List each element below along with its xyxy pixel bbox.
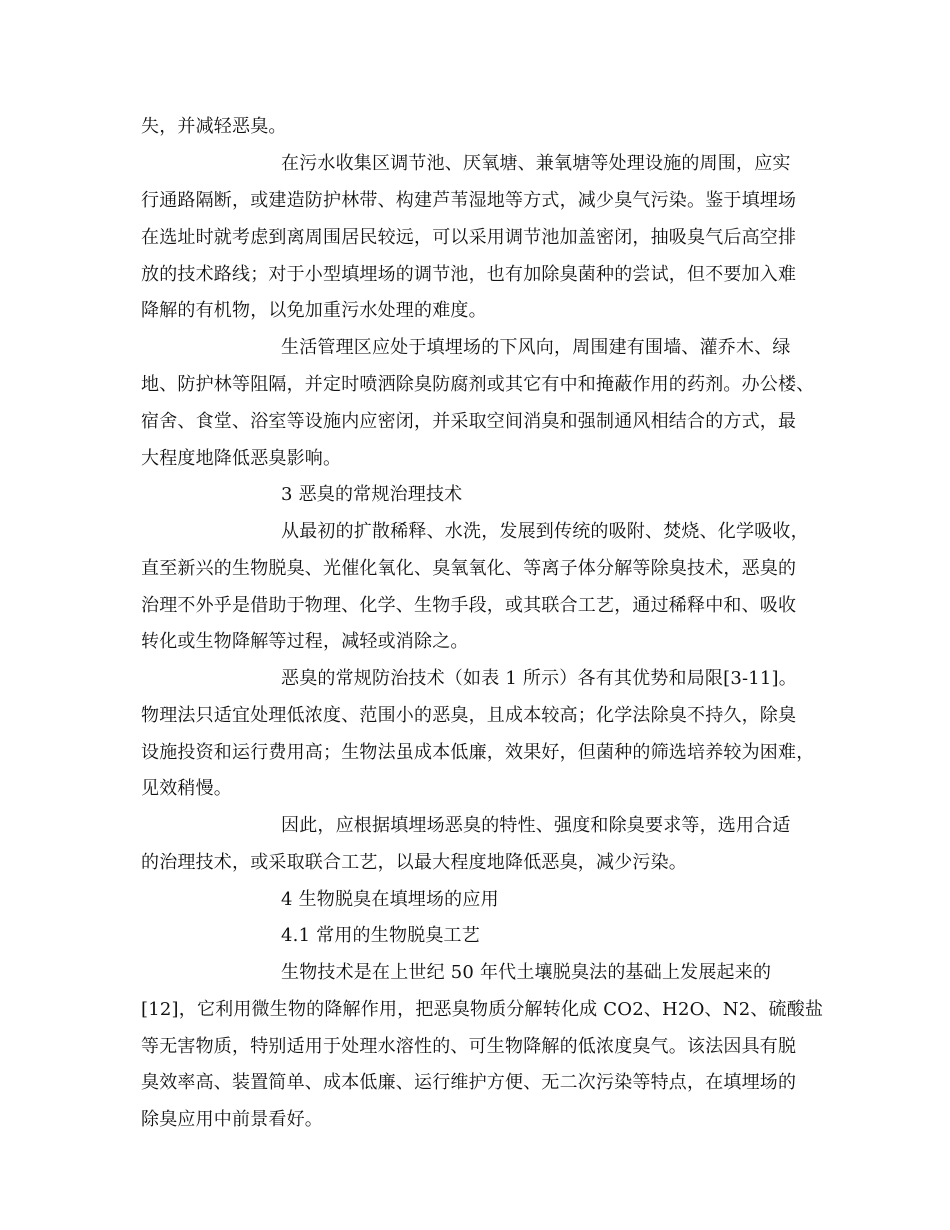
- paragraph-line: 物理法只适宜处理低浓度、范围小的恶臭，且成本较高；化学法除臭不持久，除臭: [141, 705, 797, 726]
- paragraph-line: 失，并减轻恶臭。: [141, 116, 287, 137]
- paragraph-line: 因此，应根据填埋场恶臭的特性、强度和除臭要求等，选用合适: [281, 815, 791, 836]
- paragraph-line: [12]，它利用微生物的降解作用，把恶臭物质分解转化成 CO2、H2O、N2、硫酸盐: [141, 999, 824, 1020]
- paragraph-line: 直至新兴的生物脱臭、光催化氧化、臭氧氧化、等离子体分解等除臭技术，恶臭的: [141, 558, 797, 579]
- paragraph-line: 在污水收集区调节池、厌氧塘、兼氧塘等处理设施的周围，应实: [281, 153, 791, 174]
- paragraph-line: 等无害物质，特别适用于处理水溶性的、可生物降解的低浓度臭气。该法因具有脱: [141, 1036, 797, 1057]
- section-heading: 3 恶臭的常规治理技术: [281, 484, 463, 505]
- paragraph-line: 除臭应用中前景看好。: [141, 1109, 323, 1130]
- paragraph-line: 见效稍慢。: [141, 778, 232, 799]
- paragraph-line: 降解的有机物，以免加重污水处理的难度。: [141, 300, 487, 321]
- paragraph-line: 行通路隔断，或建造防护林带、构建芦苇湿地等方式，减少臭气污染。鉴于填埋场: [141, 190, 797, 211]
- paragraph-line: 从最初的扩散稀释、水洗，发展到传统的吸附、焚烧、化学吸收，: [281, 521, 809, 542]
- paragraph-line: 恶臭的常规防治技术（如表 1 所示）各有其优势和局限[3-11]。: [281, 668, 797, 689]
- paragraph-line: 放的技术路线；对于小型填埋场的调节池，也有加除臭菌种的尝试，但不要加入难: [141, 264, 797, 285]
- paragraph-line: 生活管理区应处于填埋场的下风向，周围建有围墙、灌乔木、绿: [281, 337, 791, 358]
- paragraph-line: 设施投资和运行费用高；生物法虽成本低廉，效果好，但菌种的筛选培养较为困难，: [141, 742, 815, 763]
- paragraph-line: 臭效率高、装置简单、成本低廉、运行维护方便、无二次污染等特点，在填埋场的: [141, 1072, 797, 1093]
- paragraph-line: 生物技术是在上世纪 50 年代土壤脱臭法的基础上发展起来的: [281, 962, 772, 983]
- paragraph-line: 宿舍、食堂、浴室等设施内应密闭，并采取空间消臭和强制通风相结合的方式，最: [141, 411, 797, 432]
- subsection-heading: 4.1 常用的生物脱臭工艺: [281, 925, 480, 946]
- section-heading: 4 生物脱臭在填埋场的应用: [281, 889, 499, 910]
- paragraph-line: 的治理技术，或采取联合工艺，以最大程度地降低恶臭，减少污染。: [141, 852, 687, 873]
- paragraph-line: 治理不外乎是借助于物理、化学、生物手段，或其联合工艺，通过稀释中和、吸收: [141, 595, 797, 616]
- paragraph-line: 在选址时就考虑到离周围居民较远，可以采用调节池加盖密闭，抽吸臭气后高空排: [141, 227, 797, 248]
- paragraph-line: 大程度地降低恶臭影响。: [141, 448, 342, 469]
- paragraph-line: 地、防护林等阻隔，并定时喷洒除臭防腐剂或其它有中和掩蔽作用的药剂。办公楼、: [141, 374, 815, 395]
- paragraph-line: 转化或生物降解等过程，减轻或消除之。: [141, 631, 469, 652]
